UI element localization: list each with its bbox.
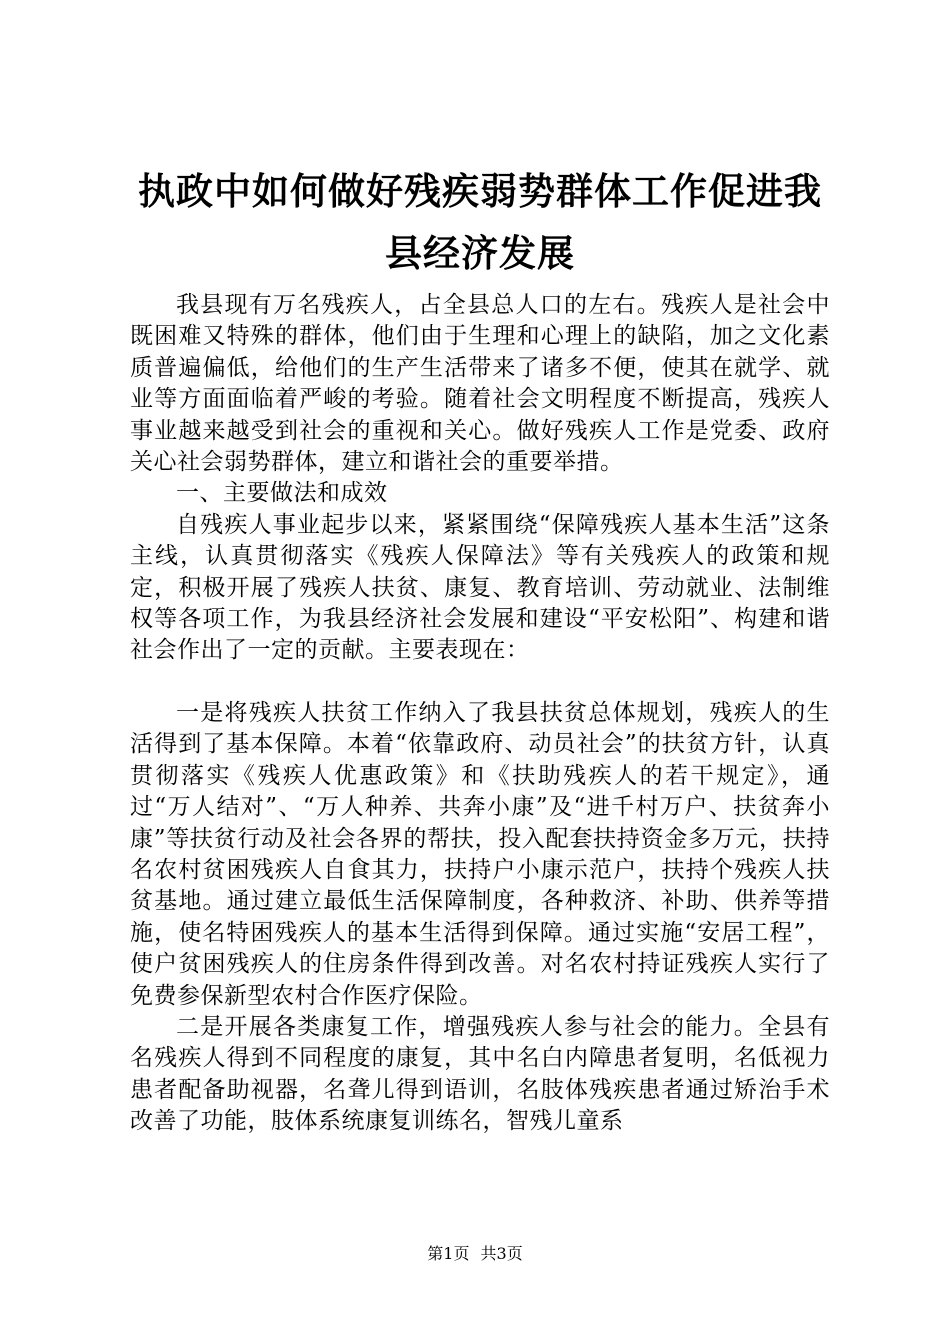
- page-number: 第1页: [427, 1244, 470, 1263]
- paragraph-intro: 我县现有万名残疾人，占全县总人口的左右。残疾人是社会中既困难又特殊的群体，他们由于生理和心理上的缺陷，加之文化素质普遍偏低，给他们的生产生活带来了诸多不便，使其在就学、就业等方面面临着严峻的考验。随着社会文明程度不断提高，残疾人事业越来越受到社会的重视和关心。做好残疾人工作是党委、政府关心社会弱势群体，建立和谐社会的重要举措。: [130, 292, 830, 476]
- paragraph-overview: 自残疾人事业起步以来，紧紧围绕“保障残疾人基本生活”这条主线，认真贯彻落实《残疾人保障法》等有关残疾人的政策和规定，积极开展了残疾人扶贫、康复、教育培训、劳动就业、法制维权等各项工作，为我县经济社会发展和建设“平安松阳”、构建和谐社会作出了一定的贡献。主要表现在：: [130, 511, 830, 664]
- paragraph-poverty-relief: 一是将残疾人扶贫工作纳入了我县扶贫总体规划，残疾人的生活得到了基本保障。本着“依靠政府、动员社会”的扶贫方针，认真贯彻落实《残疾人优惠政策》和《扶助残疾人的若干规定》，通过“万人结对”、“万人种养、共奔小康”及“进千村万户、扶贫奔小康”等扶贫行动及社会各界的帮扶，投入配套扶持资金多万元，扶持名农村贫困残疾人自食其力，扶持户小康示范户，扶持个残疾人扶贫基地。通过建立最低生活保障制度，各种救济、补助、供养等措施，使名特困残疾人的基本生活得到保障。通过实施“安居工程”，使户贫困残疾人的住房条件得到改善。对名农村持证残疾人实行了免费参保新型农村合作医疗保险。: [130, 699, 830, 1009]
- document-body: [130, 290, 830, 1138]
- page-footer: [0, 1244, 950, 1264]
- page-total: 共3页: [480, 1244, 523, 1263]
- paragraph-rehabilitation: 二是开展各类康复工作，增强残疾人参与社会的能力。全县有名残疾人得到不同程度的康复，其中名白内障患者复明，名低视力患者配备助视器，名聋儿得到语训，名肢体残疾患者通过矫治手术改善了功能，肢体系统康复训练名，智残儿童系: [130, 1013, 830, 1135]
- document-title: 执政中如何做好残疾弱势群体工作促进我县经济发展: [138, 169, 822, 275]
- section-heading: 一、主要做法和成效: [176, 480, 388, 507]
